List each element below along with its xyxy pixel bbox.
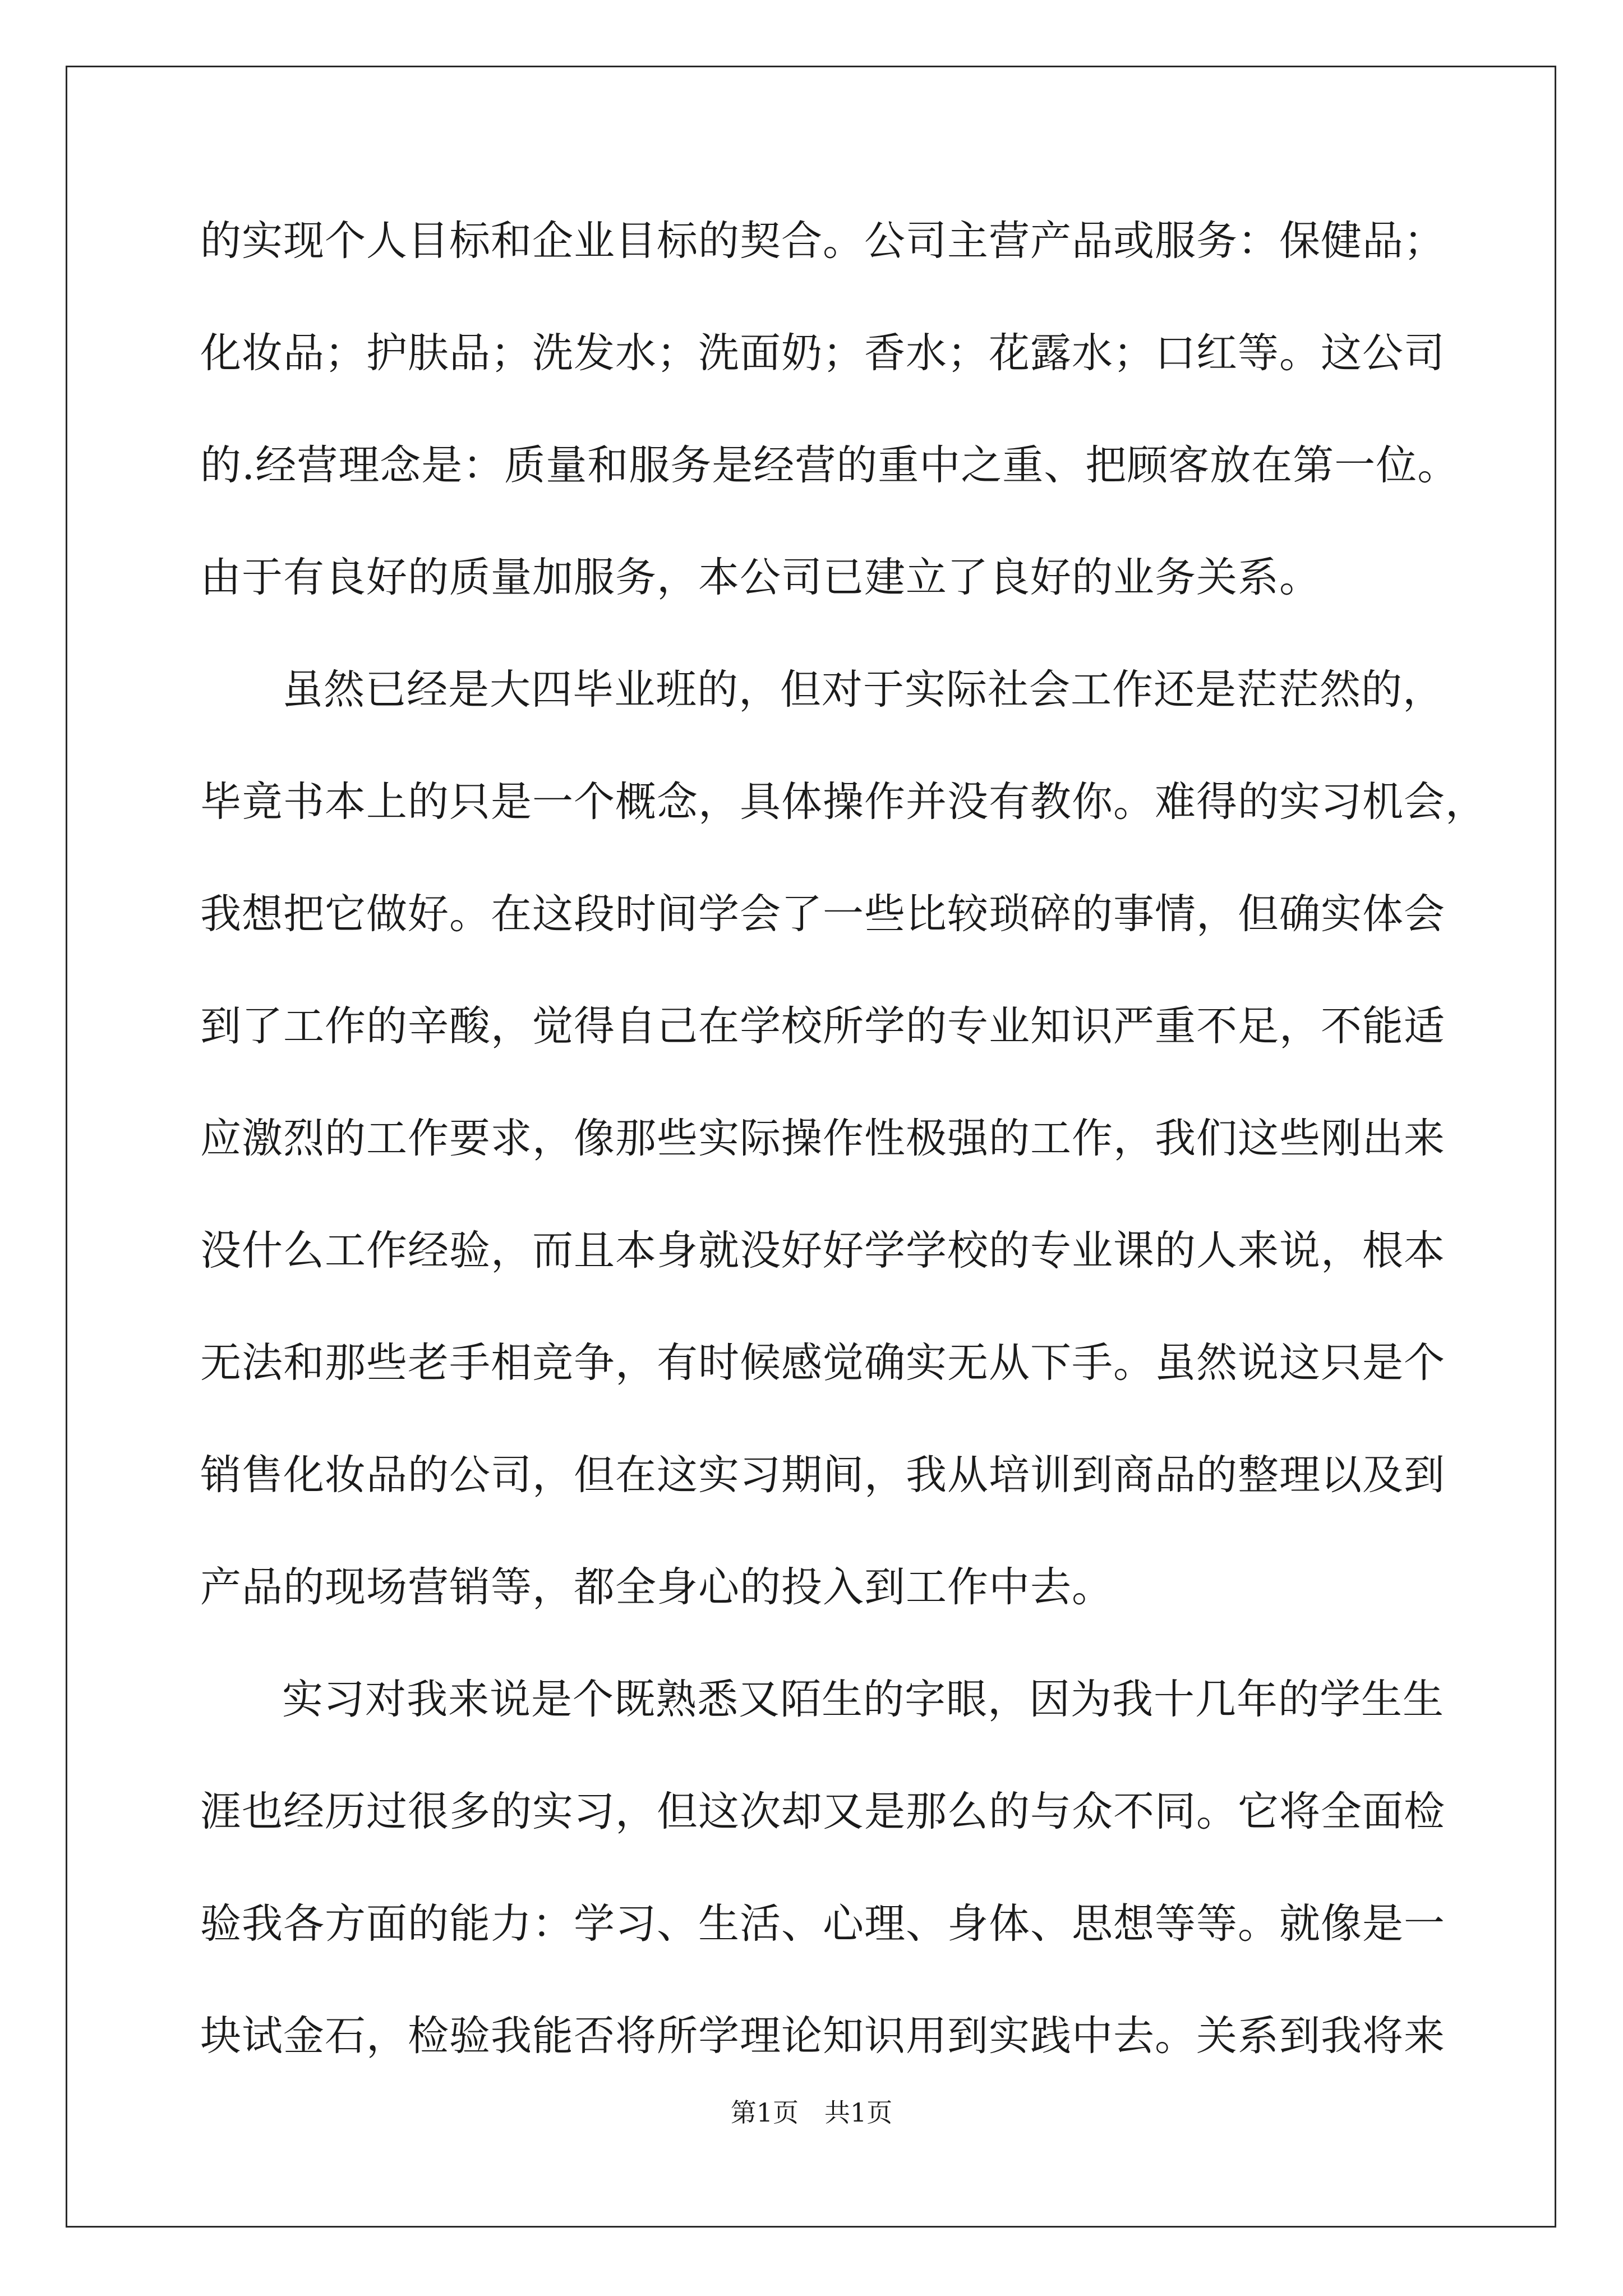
text-line: 毕竟书本上的只是一个概念，具体操作并没有教你。难得的实习机会， [200,778,1487,826]
text-line: 化妆品；护肤品；洗发水；洗面奶；香水；花露水；口红等。这公司 [200,329,1445,377]
text-line: 涯也经历过很多的实习，但这次却又是那么的与众不同。它将全面检 [200,1788,1445,1835]
text-line: 无法和那些老手相竞争，有时候感觉确实无从下手。虽然说这只是个 [200,1339,1445,1387]
paragraph-first-line: 虽然已经是大四毕业班的，但对于实际社会工作还是茫茫然的， [282,666,1444,714]
text-line: 验我各方面的能力：学习、生活、心理、身体、思想等等。就像是一 [200,1900,1445,1948]
paragraph-first-line: 实习对我来说是个既熟悉又陌生的字眼，因为我十几年的学生生 [282,1676,1444,1723]
text-line: 销售化妆品的公司，但在这实习期间，我从培训到商品的整理以及到 [200,1451,1445,1499]
text-line: 我想把它做好。在这段时间学会了一些比较琐碎的事情，但确实体会 [200,890,1445,938]
page-number-footer: 第1页 共1页 [730,2097,893,2128]
text-line: 没什么工作经验，而且本身就没好好学学校的专业课的人来说，根本 [200,1227,1445,1274]
text-line: 的.经营理念是：质量和服务是经营的重中之重、把顾客放在第一位。 [200,441,1459,489]
text-line: 产品的现场营销等，都全身心的投入到工作中去。 [200,1563,1113,1611]
text-line: 由于有良好的质量加服务，本公司已建立了良好的业务关系。 [200,554,1321,601]
text-line: 到了工作的辛酸，觉得自己在学校所学的专业知识严重不足，不能适 [200,1002,1445,1050]
text-line: 的实现个人目标和企业目标的契合。公司主营产品或服务：保健品； [200,217,1445,265]
text-line: 块试金石，检验我能否将所学理论知识用到实践中去。关系到我将来 [200,2012,1445,2060]
text-line: 应激烈的工作要求，像那些实际操作性极强的工作，我们这些刚出来 [200,1115,1445,1162]
